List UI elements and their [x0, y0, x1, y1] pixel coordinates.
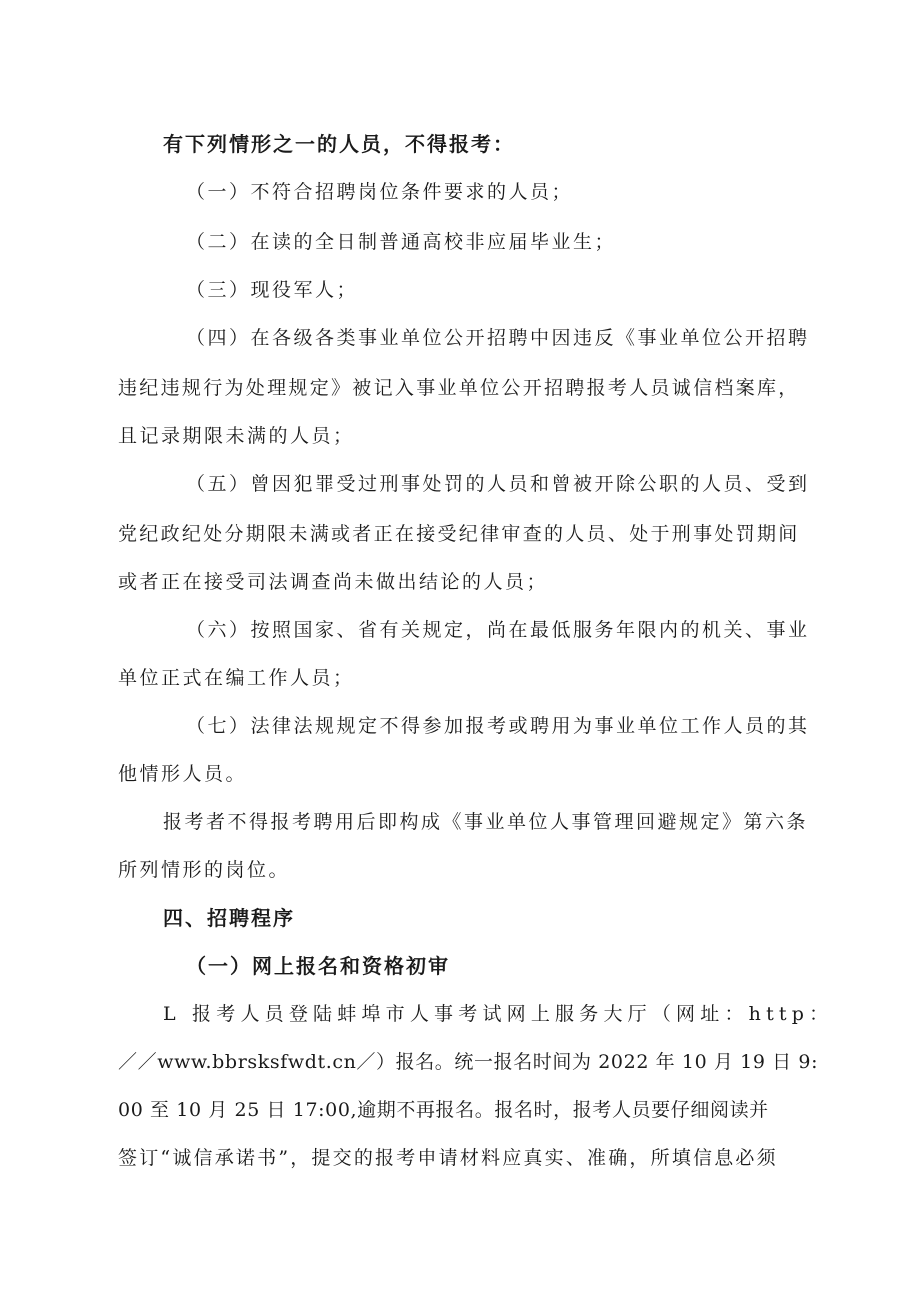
list-item-4-line-1: （四）在各级各类事业单位公开招聘中因违反《事业单位公开招聘 [186, 327, 810, 349]
list-item-7-line-2: 他情形人员。 [118, 763, 248, 785]
body-paragraph-line-4: 签订“诚信承诺书”，提交的报考申请材料应真实、准确，所填信息必须 [118, 1147, 778, 1169]
closing-paragraph-line-1: 报考者不得报考聘用后即构成《事业单位人事管理回避规定》第六条 [163, 811, 809, 833]
list-item-1: （一）不符合招聘岗位条件要求的人员； [186, 181, 574, 203]
closing-paragraph-line-2: 所列情形的岗位。 [118, 859, 291, 881]
list-item-5-line-3: 或者正在接受司法调查尚未做出结论的人员； [118, 571, 549, 593]
list-item-6-line-2: 单位正式在编工作人员； [118, 667, 355, 689]
list-item-2: （二）在读的全日制普通高校非应届毕业生； [186, 231, 617, 253]
list-item-4-line-3: 且记录期限未满的人员； [118, 425, 355, 447]
list-item-4-line-2: 违纪违规行为处理规定》被记入事业单位公开招聘报考人员诚信档案库， [118, 377, 800, 399]
list-item-6-line-1: （六）按照国家、省有关规定，尚在最低服务年限内的机关、事业 [186, 619, 810, 641]
list-item-3: （三）现役军人； [186, 279, 359, 301]
body-paragraph-line-3: 00 至 10 月 25 日 17:00,逾期不再报名。报名时，报考人员要仔细阅读并 [118, 1099, 769, 1121]
body-paragraph-line-2: ／／www.bbrsksfwdt.cn／）报名。统一报名时间为 2022 年 10 月 19 日 9: [118, 1051, 819, 1073]
intro-heading: 有下列情形之一的人员，不得报考： [163, 132, 515, 156]
subsection-heading: （一）网上报名和资格初审 [186, 954, 450, 978]
list-item-7-line-1: （七）法律法规规定不得参加报考或聘用为事业单位工作人员的其 [186, 715, 810, 737]
section-heading: 四、招聘程序 [163, 906, 295, 930]
list-item-5-line-2: 党纪政纪处分期限未满或者正在接受纪律审查的人员、处于刑事处罚期间 [118, 523, 800, 545]
list-item-5-line-1: （五）曾因犯罪受过刑事处罚的人员和曾被开除公职的人员、受到 [186, 473, 810, 495]
body-paragraph-line-1: L 报考人员登陆蚌埠市人事考试网上服务大厅（网址：http： [163, 1003, 834, 1025]
